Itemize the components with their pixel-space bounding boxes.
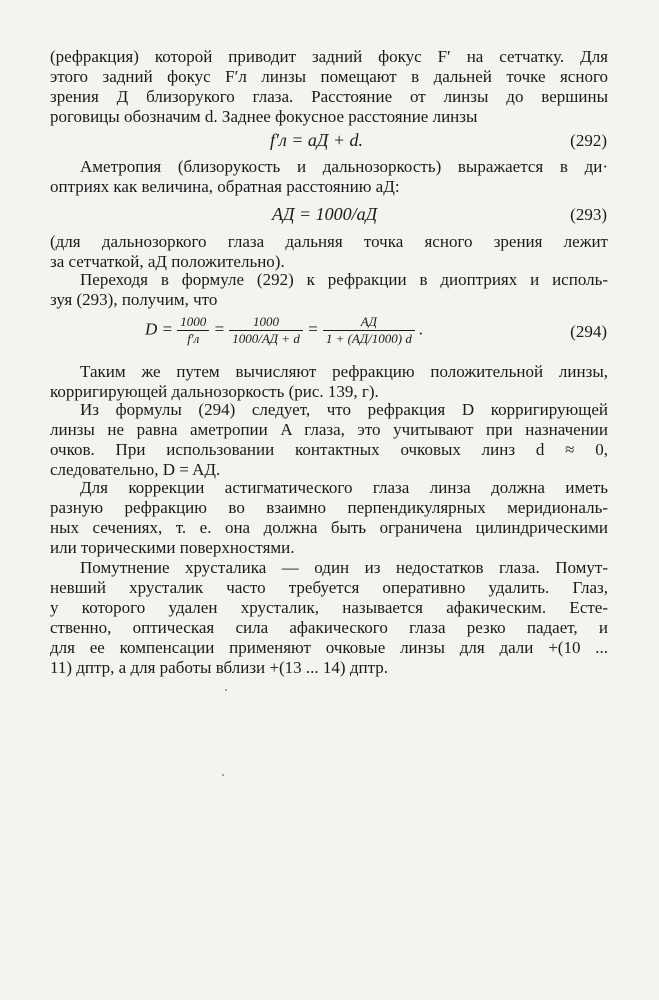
- p3-line-1: (для дальнозоркого глаза дальняя точка ясного зрения лежит: [50, 232, 608, 251]
- p2-line-1: Аметропия (близорукость и дальнозоркость) выражается в ди·: [80, 157, 608, 176]
- p7-line-3: ных сечениях, т. е. она должна быть ограничена цилиндрическими: [50, 518, 608, 537]
- paragraph-8: [50, 558, 608, 678]
- eq294-fraction-1: [177, 314, 209, 347]
- eq294-equals-1: =: [213, 319, 225, 339]
- print-speck: [225, 689, 227, 691]
- paragraph-5: [50, 362, 608, 402]
- eq294-f3-denominator: 1 + (AД/1000) d: [325, 331, 412, 346]
- p7-line-2: разную рефракцию во взаимно перпендикулярных меридиональ-: [50, 498, 608, 517]
- eq294-lhs: D =: [145, 319, 173, 339]
- p8-line-1: Помутнение хрусталика — один из недостатков глаза. Помут-: [80, 558, 608, 577]
- p4-line-1: Переходя в формуле (292) к рефракции в диоптриях и исполь-: [80, 270, 608, 289]
- eq294-equals-2: =: [307, 319, 319, 339]
- p7-line-4: или торическими поверхностями.: [50, 538, 295, 557]
- equation-293-number: (293): [570, 205, 607, 224]
- equation-292-number: (292): [570, 131, 607, 150]
- p7-line-1: Для коррекции астигматического глаза линза должна иметь: [80, 478, 608, 497]
- equation-294: [145, 314, 423, 347]
- p2-line-2: оптриях как величина, обратная расстоянию aД:: [50, 177, 400, 196]
- p5-line-2: корригирующей дальнозоркость (рис. 139, г).: [50, 382, 379, 401]
- eq294-f2-numerator: 1000: [229, 314, 303, 331]
- eq294-fraction-2: [229, 314, 303, 347]
- equation-293: AД = 1000/aД: [272, 204, 378, 224]
- p3-line-2: за сетчаткой, aД положительно).: [50, 252, 285, 271]
- p1-line-3: зрения Д близорукого глаза. Расстояние от линзы до вершины: [50, 87, 608, 106]
- p6-line-1: Из формулы (294) следует, что рефракция D корригирующей: [80, 400, 608, 419]
- paragraph-1: [50, 47, 608, 127]
- paragraph-3: [50, 232, 608, 272]
- p8-line-6: 11) дптр, а для работы вблизи +(13 ... 14) дптр.: [50, 658, 388, 677]
- p8-line-4: ственно, оптическая сила афакического глаза резко падает, и: [50, 618, 608, 637]
- p6-line-2: линзы не равна аметропии A глаза, это учитывают при назначении: [50, 420, 608, 439]
- p1-line-2: этого задний фокус F′л линзы помещают в дальней точке ясного: [50, 67, 608, 86]
- eq294-end: .: [419, 319, 424, 339]
- p1-line-4: роговицы обозначим d. Заднее фокусное расстояние линзы: [50, 107, 478, 126]
- eq294-f2-denominator: 1000/AД + d: [232, 331, 300, 346]
- print-speck: [222, 774, 224, 776]
- p6-line-3: очков. При использовании контактных очковых линз d ≈ 0,: [50, 440, 608, 459]
- paragraph-2: [50, 157, 608, 197]
- equation-292: f′л = aД + d.: [270, 130, 364, 150]
- p6-line-4: следовательно, D = AД.: [50, 460, 221, 479]
- paragraph-6: [50, 400, 608, 480]
- p8-line-2: невший хрусталик часто требуется оперативно удалить. Глаз,: [50, 578, 608, 597]
- eq294-f3-numerator: AД: [323, 314, 415, 331]
- eq294-f1-denominator: f′л: [187, 331, 200, 346]
- eq294-f1-numerator: 1000: [177, 314, 209, 331]
- equation-294-number: (294): [570, 322, 607, 341]
- p1-line-1: (рефракция) которой приводит задний фокус F′ на сетчатку. Для: [50, 47, 608, 66]
- p5-line-1: Таким же путем вычисляют рефракцию положительной линзы,: [80, 362, 608, 381]
- paragraph-7: [50, 478, 608, 558]
- p8-line-3: у которого удален хрусталик, называется афакическим. Есте-: [50, 598, 608, 617]
- p8-line-5: для ее компенсации применяют очковые линзы для дали +(10 ...: [50, 638, 608, 657]
- eq294-fraction-3: [323, 314, 415, 347]
- p4-line-2: зуя (293), получим, что: [50, 290, 218, 309]
- paragraph-4: [50, 270, 608, 310]
